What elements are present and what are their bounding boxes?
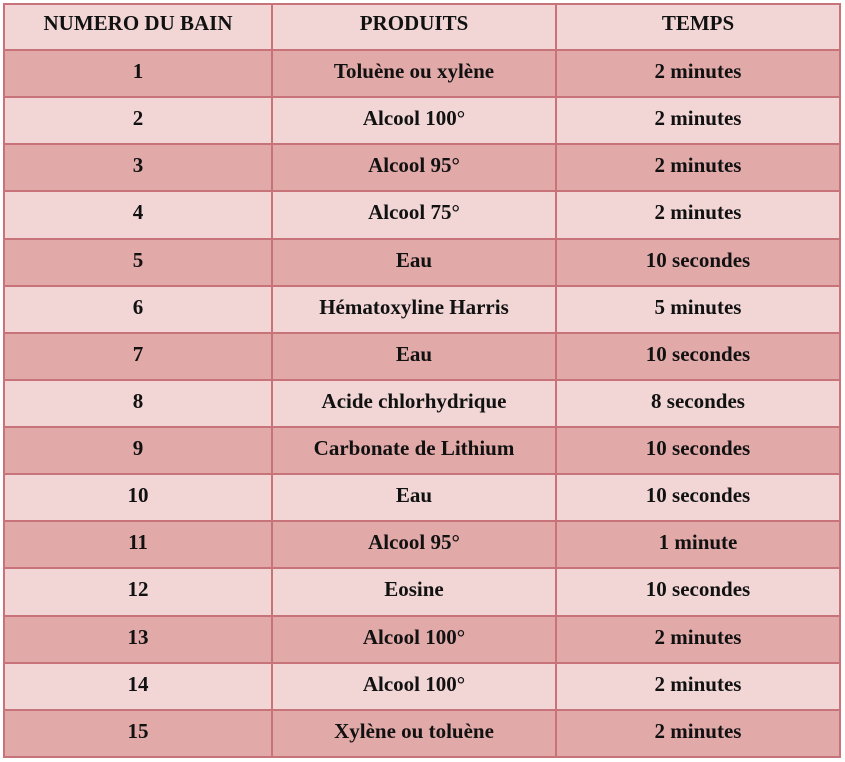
cell-bath-number: 1 [5, 51, 271, 96]
cell-bath-number: 9 [5, 428, 271, 473]
cell-bath-number: 2 [5, 98, 271, 143]
cell-product: Xylène ou toluène [273, 711, 555, 756]
cell-time: 10 secondes [557, 475, 839, 520]
table-row [5, 664, 839, 709]
cell-time: 1 minute [557, 522, 839, 567]
cell-product: Alcool 95° [273, 522, 555, 567]
cell-bath-number: 10 [5, 475, 271, 520]
table-header-row [5, 5, 839, 49]
cell-product: Alcool 75° [273, 192, 555, 237]
cell-product: Carbonate de Lithium [273, 428, 555, 473]
cell-time: 2 minutes [557, 51, 839, 96]
cell-time: 8 secondes [557, 381, 839, 426]
cell-bath-number: 14 [5, 664, 271, 709]
cell-bath-number: 5 [5, 240, 271, 285]
cell-time: 2 minutes [557, 664, 839, 709]
cell-product: Toluène ou xylène [273, 51, 555, 96]
table-row [5, 51, 839, 96]
cell-product: Alcool 100° [273, 617, 555, 662]
cell-bath-number: 4 [5, 192, 271, 237]
cell-time: 2 minutes [557, 711, 839, 756]
cell-time: 10 secondes [557, 240, 839, 285]
staining-protocol-table-wrapper [3, 3, 841, 758]
table-row [5, 428, 839, 473]
table-row [5, 287, 839, 332]
table-row [5, 475, 839, 520]
cell-product: Eosine [273, 569, 555, 614]
cell-time: 5 minutes [557, 287, 839, 332]
cell-time: 10 secondes [557, 334, 839, 379]
cell-product: Eau [273, 240, 555, 285]
cell-bath-number: 8 [5, 381, 271, 426]
cell-bath-number: 12 [5, 569, 271, 614]
cell-product: Hématoxyline Harris [273, 287, 555, 332]
cell-product: Alcool 95° [273, 145, 555, 190]
header-numero-du-bain: NUMERO DU BAIN [5, 5, 271, 49]
table-row [5, 381, 839, 426]
table-row [5, 711, 839, 756]
header-produits: PRODUITS [273, 5, 555, 49]
cell-time: 10 secondes [557, 569, 839, 614]
table-row [5, 145, 839, 190]
header-temps: TEMPS [557, 5, 839, 49]
cell-product: Acide chlorhydrique [273, 381, 555, 426]
cell-bath-number: 7 [5, 334, 271, 379]
cell-product: Alcool 100° [273, 664, 555, 709]
cell-product: Alcool 100° [273, 98, 555, 143]
table-row [5, 522, 839, 567]
cell-time: 2 minutes [557, 192, 839, 237]
cell-bath-number: 15 [5, 711, 271, 756]
table-row [5, 617, 839, 662]
table-row [5, 98, 839, 143]
cell-time: 2 minutes [557, 145, 839, 190]
table-row [5, 192, 839, 237]
cell-time: 2 minutes [557, 98, 839, 143]
cell-bath-number: 11 [5, 522, 271, 567]
cell-time: 2 minutes [557, 617, 839, 662]
staining-protocol-table [3, 3, 841, 758]
cell-product: Eau [273, 334, 555, 379]
table-row [5, 240, 839, 285]
cell-product: Eau [273, 475, 555, 520]
cell-bath-number: 6 [5, 287, 271, 332]
table-row [5, 334, 839, 379]
cell-time: 10 secondes [557, 428, 839, 473]
cell-bath-number: 13 [5, 617, 271, 662]
cell-bath-number: 3 [5, 145, 271, 190]
table-row [5, 569, 839, 614]
